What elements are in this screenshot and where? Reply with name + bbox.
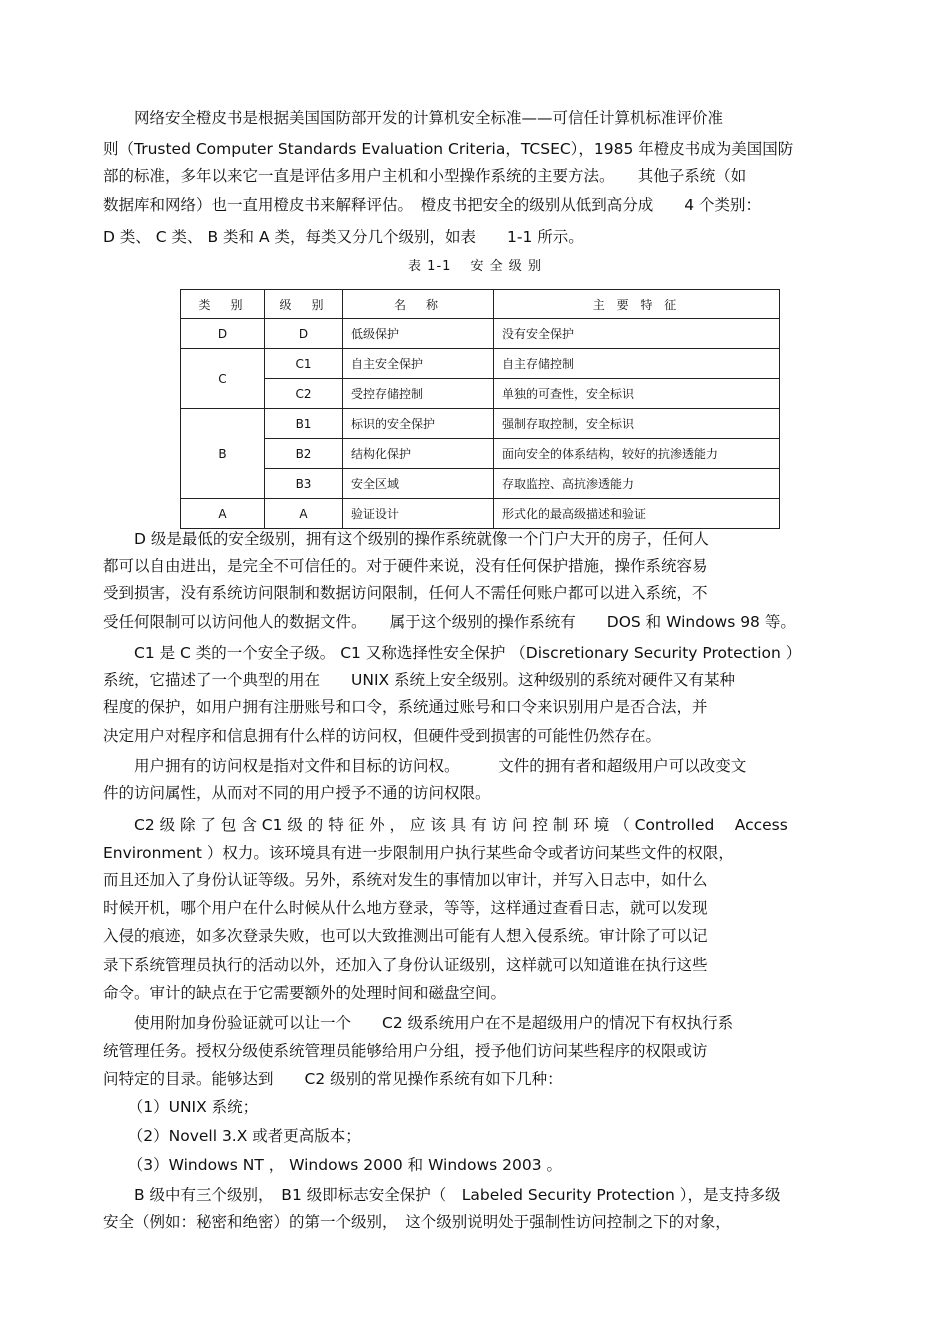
name-cell: 结构化保护	[343, 439, 494, 469]
paragraph-line: D 级是最低的安全级别，拥有这个级别的操作系统就像一个门户大开的房子，任何人	[103, 530, 709, 548]
header-feature: 主 要 特 征	[494, 290, 780, 319]
level-cell: C1	[265, 349, 343, 379]
paragraph-line: 则（Trusted Computer Standards Evaluation Criteria，TCSEC），1985 年橙皮书成为美国国防	[103, 140, 794, 158]
paragraph-line: 统管理任务。授权分级使系统管理员能够给用户分组，授予他们访问某些程序的权限或访	[103, 1042, 708, 1060]
paragraph-line: 部的标准，多年以来它一直是评估多用户主机和小型操作系统的主要方法。 其他子系统（如	[103, 167, 747, 185]
paragraph-line: 受任何限制可以访问他人的数据文件。 属于这个级别的操作系统有 DOS 和 Windows 98 等。	[103, 613, 796, 631]
name-cell: 受控存储控制	[343, 379, 494, 409]
level-cell: A	[265, 499, 343, 529]
paragraph-line: 时候开机，哪个用户在什么时候从什么地方登录，等等，这样通过查看日志，就可以发现	[103, 899, 708, 917]
paragraph-line: 件的访问属性，从而对不同的用户授予不通的访问权限。	[103, 784, 491, 802]
paragraph-line: 录下系统管理员执行的活动以外，还加入了身份认证级别，这样就可以知道谁在执行这些	[103, 956, 708, 974]
category-cell: C	[181, 349, 265, 409]
category-cell: B	[181, 409, 265, 499]
paragraph-line: 而且还加入了身份认证等级。另外，系统对发生的事情加以审计，并写入日志中，如什么	[103, 871, 708, 889]
feature-cell: 形式化的最高级描述和验证	[494, 499, 780, 529]
table-caption: 表 1-1 安 全 级 别	[408, 259, 542, 274]
paragraph-line: 决定用户对程序和信息拥有什么样的访问权，但硬件受到损害的可能性仍然存在。	[103, 727, 662, 745]
header-name: 名 称	[343, 290, 494, 319]
level-cell: B3	[265, 469, 343, 499]
table-row	[181, 379, 780, 409]
name-cell: 验证设计	[343, 499, 494, 529]
list-item: （2）Novell 3.X 或者更高版本；	[120, 1127, 361, 1145]
paragraph-line: 都可以自由进出，是完全不可信任的。对于硬件来说，没有任何保护措施，操作系统容易	[103, 557, 708, 575]
paragraph-line: C2 级 除 了 包 含 C1 级 的 特 征 外 ， 应 该 具 有 访 问 控 制 环 境 （ Controlled Access	[103, 816, 788, 834]
paragraph-line: 问特定的目录。能够达到 C2 级别的常见操作系统有如下几种：	[103, 1070, 563, 1088]
feature-cell: 单独的可查性，安全标识	[494, 379, 780, 409]
table-row	[181, 439, 780, 469]
paragraph-line: D 类、 C 类、 B 类和 A 类，每类又分几个级别，如表 1-1 所示。	[103, 228, 584, 246]
level-cell: B2	[265, 439, 343, 469]
level-cell: D	[265, 319, 343, 349]
name-cell: 低级保护	[343, 319, 494, 349]
paragraph-line: 用户拥有的访问权是指对文件和目标的访问权。 文件的拥有者和超级用户可以改变文	[103, 757, 747, 775]
category-cell: D	[181, 319, 265, 349]
paragraph-line: 系统，它描述了一个典型的用在 UNIX 系统上安全级别。这种级别的系统对硬件又有某种	[103, 671, 736, 689]
paragraph-line: B 级中有三个级别， B1 级即标志安全保护（ Labeled Security Protection ），是支持多级	[103, 1186, 781, 1204]
table-row	[181, 469, 780, 499]
feature-cell: 没有安全保护	[494, 319, 780, 349]
list-item: （3）Windows NT ， Windows 2000 和 Windows 2003 。	[120, 1156, 563, 1174]
name-cell: 安全区域	[343, 469, 494, 499]
header-category: 类 别	[181, 290, 265, 319]
table-row	[181, 349, 780, 379]
feature-cell: 面向安全的体系结构，较好的抗渗透能力	[494, 439, 780, 469]
table-row	[181, 319, 780, 349]
paragraph-line: 网络安全橙皮书是根据美国国防部开发的计算机安全标准——可信任计算机标准评价准	[103, 109, 724, 127]
paragraph-line: 受到损害，没有系统访问限制和数据访问限制，任何人不需任何账户都可以进入系统，不	[103, 584, 708, 602]
paragraph-line: 入侵的痕迹，如多次登录失败，也可以大致推测出可能有人想入侵系统。审计除了可以记	[103, 927, 708, 945]
paragraph-line: 使用附加身份验证就可以让一个 C2 级系统用户在不是超级用户的情况下有权执行系	[103, 1014, 734, 1032]
paragraph-line: 安全（例如：秘密和绝密）的第一个级别， 这个级别说明处于强制性访问控制之下的对象，	[103, 1213, 731, 1231]
level-cell: B1	[265, 409, 343, 439]
paragraph-line: 数据库和网络）也一直用橙皮书来解释评估。 橙皮书把安全的级别从低到高分成 4 个类别：	[103, 196, 762, 214]
paragraph-line: C1 是 C 类的一个安全子级。 C1 又称选择性安全保护 （Discretionary Security Protection ）	[103, 644, 802, 662]
name-cell: 标识的安全保护	[343, 409, 494, 439]
category-cell: A	[181, 499, 265, 529]
list-item: （1）UNIX 系统；	[120, 1098, 259, 1116]
table-row	[181, 499, 780, 529]
paragraph-line: Environment ）权力。该环境具有进一步限制用户执行某些命令或者访问某些文件的权限，	[103, 844, 734, 862]
feature-cell: 存取监控、高抗渗透能力	[494, 469, 780, 499]
feature-cell: 强制存取控制，安全标识	[494, 409, 780, 439]
level-cell: C2	[265, 379, 343, 409]
paragraph-line: 命令。审计的缺点在于它需要额外的处理时间和磁盘空间。	[103, 984, 507, 1002]
name-cell: 自主安全保护	[343, 349, 494, 379]
paragraph-line: 程度的保护，如用户拥有注册账号和口令，系统通过账号和口令来识别用户是否合法，并	[103, 698, 708, 716]
security-level-table	[180, 289, 780, 529]
feature-cell: 自主存储控制	[494, 349, 780, 379]
table-header-row	[181, 290, 780, 319]
header-level: 级 别	[265, 290, 343, 319]
table-row	[181, 409, 780, 439]
